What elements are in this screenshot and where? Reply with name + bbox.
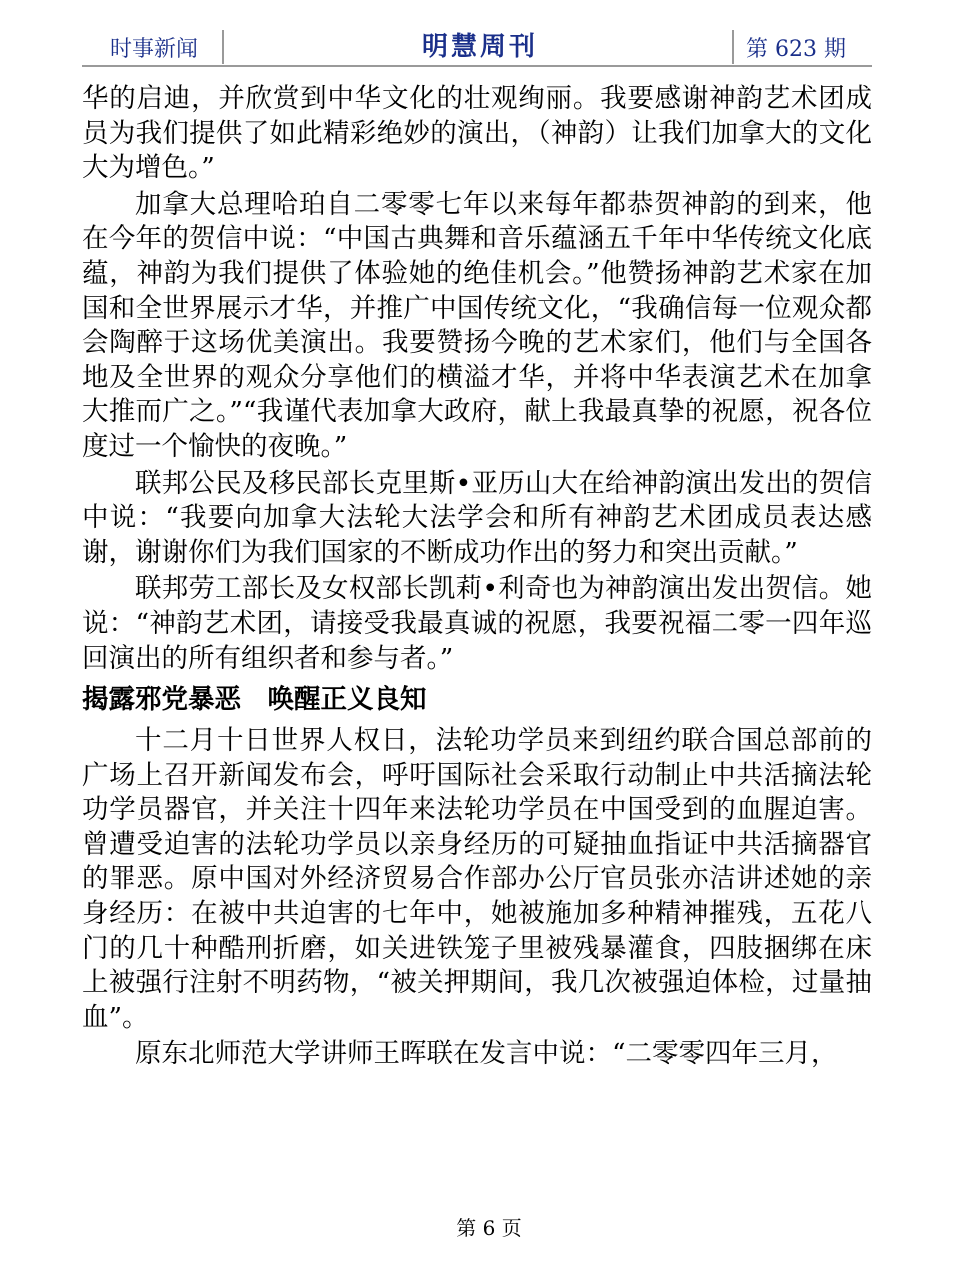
header-divider [732, 30, 734, 64]
paragraph: 联邦公民及移民部长克里斯•亚历山大在给神韵演出发出的贺信中说：“我要向加拿大法轮大法学会和所有神韵艺术团成员表达感谢，谢谢你们为我们国家的不断成功作出的努力和突出贡献。” [82, 467, 872, 568]
page-header [82, 22, 872, 68]
section-label: 时事新闻 [110, 37, 199, 62]
paragraph-text: 十二月十日世界人权日，法轮功学员来到 [135, 725, 627, 757]
header-divider [222, 30, 224, 64]
paragraph: 加拿大总理哈珀自二零零七年以来每年都恭贺神韵的到来，他在今年的贺信中说：“中国古典舞和音乐蕴涵五千年中华传统文化底蕴，神韵为我们提供了体验她的绝佳机会。”他赞扬神韵艺术家在加国和全世界展示才华，并推广中国传统文化，“我确信每一位观众都会陶醉于这场优美演出。我要赞扬今晚的艺术家们，他们与全国各地及全世界的观众分享他们的横溢才华，并将中华表演艺术在加拿大推而广之。”“我谨代表加拿大政府，献上我最真挚的祝愿，祝各位度过一个愉快的夜晚。” [82, 188, 872, 462]
article-body [82, 82, 872, 1072]
header-rule [82, 65, 872, 67]
publication-title: 明慧周刊 [421, 32, 538, 62]
paragraph: 联邦劳工部长及女权部长凯莉•利奇也为神韵演出发出贺信。她说：“神韵艺术团，请接受我最真诚的祝愿，我要祝福二零一四年巡回演出的所有组织者和参与者。” [82, 573, 872, 674]
section-heading: 揭露邪党暴恶 唤醒正义良知 [82, 684, 427, 716]
paragraph-text: 联合国总部前的广场上召开新闻发布会，呼吁国际社会采取行动制止中共活摘法轮功学员器官，并关注十四年来法轮功学员在中国受到的血腥迫害。曾遭受迫害的法轮功学员以亲身经历的可疑抽血指证中共活摘器官的罪恶。原中国对外经济贸易合作部办公厅官员张亦洁讲述她的亲身经历：在被中共迫害的七年中，她被施加多种精神摧残，五花八门的几十种酷刑折磨，如关进铁笼子里被残暴灌食，四肢捆绑在床上被强行注射不明药物，“被关押期间，我几次被强迫体检，过量抽血”。 [82, 725, 873, 1033]
page-number: 第 6 页 [456, 1216, 522, 1240]
paragraph [82, 724, 872, 1035]
new-york-link[interactable]: 纽约 [626, 725, 682, 757]
paragraph: 原东北师范大学讲师王晖联在发言中说：“二零零四年三月， [135, 1038, 838, 1070]
issue-number: 第 623 期 [746, 37, 846, 62]
paragraph: 华的启迪，并欣赏到中华文化的壮观绚丽。我要感谢神韵艺术团成员为我们提供了如此精彩绝妙的演出，（神韵）让我们加拿大的文化大为增色。” [82, 83, 872, 184]
